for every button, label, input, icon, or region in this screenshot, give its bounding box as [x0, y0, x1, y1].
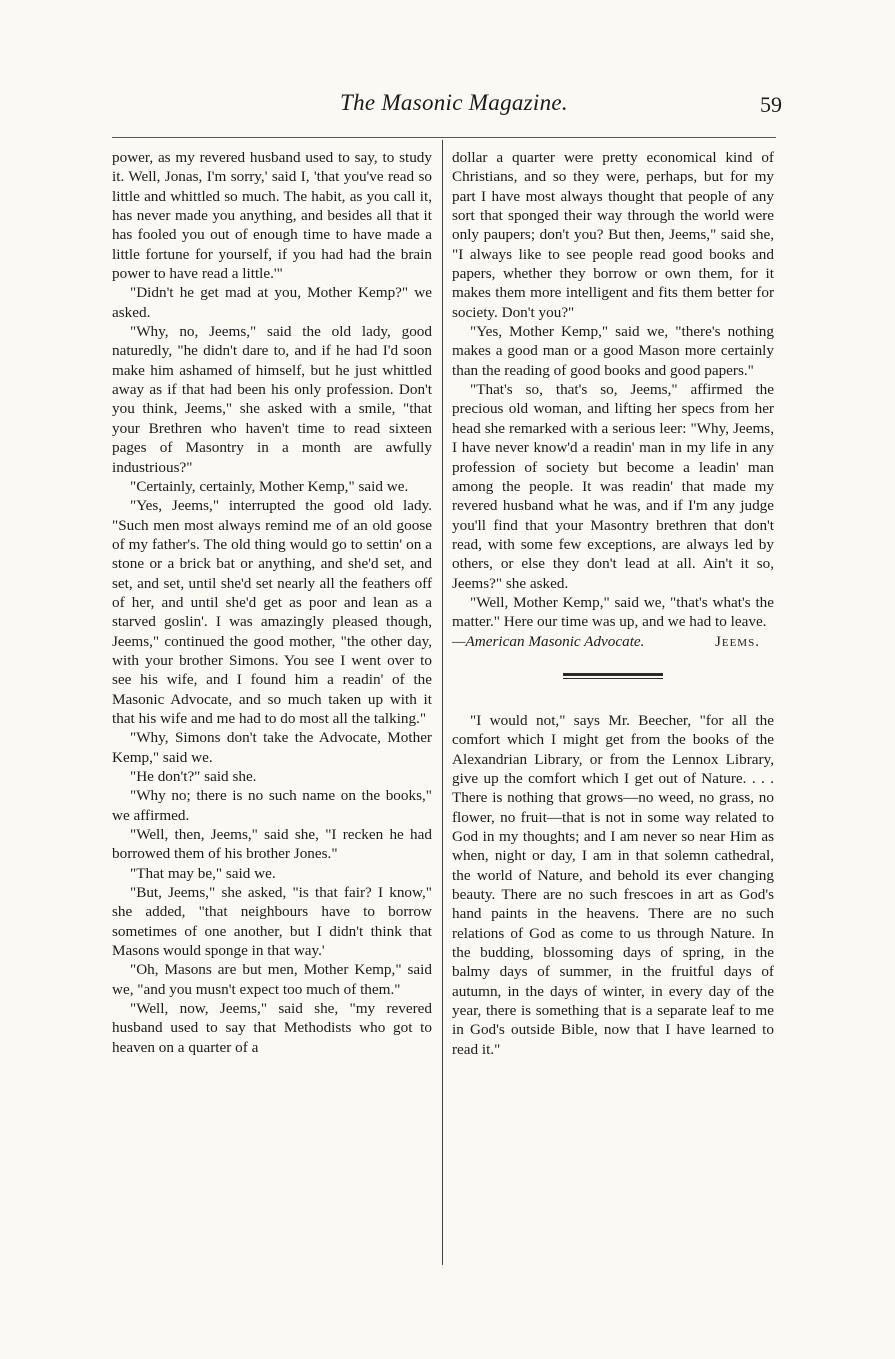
source-attribution: —American Masonic Advocate.: [452, 632, 645, 650]
paragraph: "Didn't he get mad at you, Mother Kemp?" we asked.: [112, 284, 432, 321]
header-rule: [112, 137, 776, 138]
left-column: [112, 148, 432, 1057]
right-column: [452, 148, 774, 1059]
page-header: [110, 88, 790, 124]
page-number: 59: [760, 92, 782, 117]
paragraph: "Well, Mother Kemp," said we, "that's what's the matter." Here our time was up, and we had to leave.: [452, 593, 774, 631]
divider-rule-thin: [563, 678, 663, 679]
paragraph: "He don't?" said she.: [130, 768, 257, 785]
section-divider: [452, 673, 774, 679]
paragraph: "Oh, Masons are but men, Mother Kemp," said we, "and you musn't expect too much of them.": [112, 961, 432, 998]
paragraph: "But, Jeems," she asked, "is that fair? I know," she added, "that neighbours have to borrow sometimes of one another, but I didn't think that Masons would sponge in that way.': [112, 884, 432, 960]
paragraph: dollar a quarter were pretty economical kind of Christians, and so they were, perhaps, but for my part I have most always thought that people of any sort that sponged their way through the world were only paupers; don't you? But then, Jeems," said she, "I always like to see people read good books and papers, whether they borrow or own them, for it makes them more intelligent and fits them better for society. Don't you?": [452, 149, 774, 321]
paragraph: "Why no; there is no such name on the books," we affirmed.: [112, 787, 432, 824]
column-divider: [442, 140, 443, 1265]
paragraph: "Why, Simons don't take the Advocate, Mother Kemp," said we.: [112, 729, 432, 766]
author-signature: Jeems.: [714, 632, 760, 650]
paragraph: "That's so, that's so, Jeems," affirmed the precious old woman, and lifting her specs from her head she remarked with a serious leer: "Why, Jeems, I have never know'd a readin' man in my life in any profession of society but become a leadin' man among the people. It was readin' that made my revered husband what he was, and if I'm any judge you'll find that your Masontry brethren that don't read, with some few exceptions, are always led by others, or else they don't lead at all. Ain't it so, Jeems?" she asked.: [452, 381, 774, 592]
paragraph: "Why, no, Jeems," said the old lady, good naturedly, "he didn't dare to, and if he had I'd soon make him ashamed of himself, but he just whittled away as if that had been his only profession. Don't you think, Jeems," she asked with a smile, "that your Brethren who haven't time to read sixteen pages of Masontry in a month are awfully industrious?": [112, 323, 432, 476]
paragraph: power, as my revered husband used to say, to study it. Well, Jonas, I'm sorry,' said I, 'that you've read so little and whittled so much. The habit, as you call it, has never made you anything, and besides all that it has fooled you out of enough time to have made a little fortune for yourself, if you had had the brain power to have read a little.'": [112, 149, 432, 283]
paragraph: "Yes, Mother Kemp," said we, "there's nothing makes a good man or a good Mason more certainly than the reading of good books and good papers.": [452, 323, 774, 379]
paragraph: "Certainly, certainly, Mother Kemp," said we.: [130, 477, 409, 495]
paragraph: "Well, now, Jeems," said she, "my revered husband used to say that Methodists who got to heaven on a quarter of a: [112, 1000, 432, 1056]
paragraph: "That may be," said we.: [130, 864, 276, 882]
paragraph: "Yes, Jeems," interrupted the good old lady. "Such men most always remind me of an old goose of my father's. The old thing would go to settin' on a stone or a brick bat or anything, and she'd set, and set, and set, until she'd set nearly all the feathers off of her, and until she'd get as poor and lean as a starved goslin'. I was amazingly pleased though, Jeems," continued the good mother, "the other day, with your brother Simons. You see I went over to see his wife, and I found him a readin' of the Masonic Advocate, and so much taken up with it that his wife and me had to do most all the talking.": [112, 497, 432, 727]
attribution-line: [452, 632, 774, 651]
running-title: The Masonic Magazine.: [340, 90, 568, 115]
beecher-quote: "I would not," says Mr. Beecher, "for all the comfort which I might get from the books of the Alexandrian Library, or from the Lennox Library, give up the comfort which I get out of Nature. . . . There is nothing that grows—no weed, no grass, no flower, no fruit—that is not in some way related to God in my thoughts; and I am never so near Him as when, night or day, I am in that solemn cathedral, the world of Nature, and behold its ever changing beauty. There are no such frescoes in art as God's hand paints in the heavens. There are no such relations of God as come to us through Nature. In the budding, blossoming days of spring, in the balmy days of summer, in the fruitful days of autumn, in the days of winter, in every day of the year, there is something that is a separate leaf to me in God's outside Bible, now that I have learned to read it.": [452, 711, 774, 1058]
paragraph: "Well, then, Jeems," said she, "I recken he had borrowed them of his brother Jones.": [112, 826, 432, 863]
divider-rule-thick: [563, 673, 663, 676]
